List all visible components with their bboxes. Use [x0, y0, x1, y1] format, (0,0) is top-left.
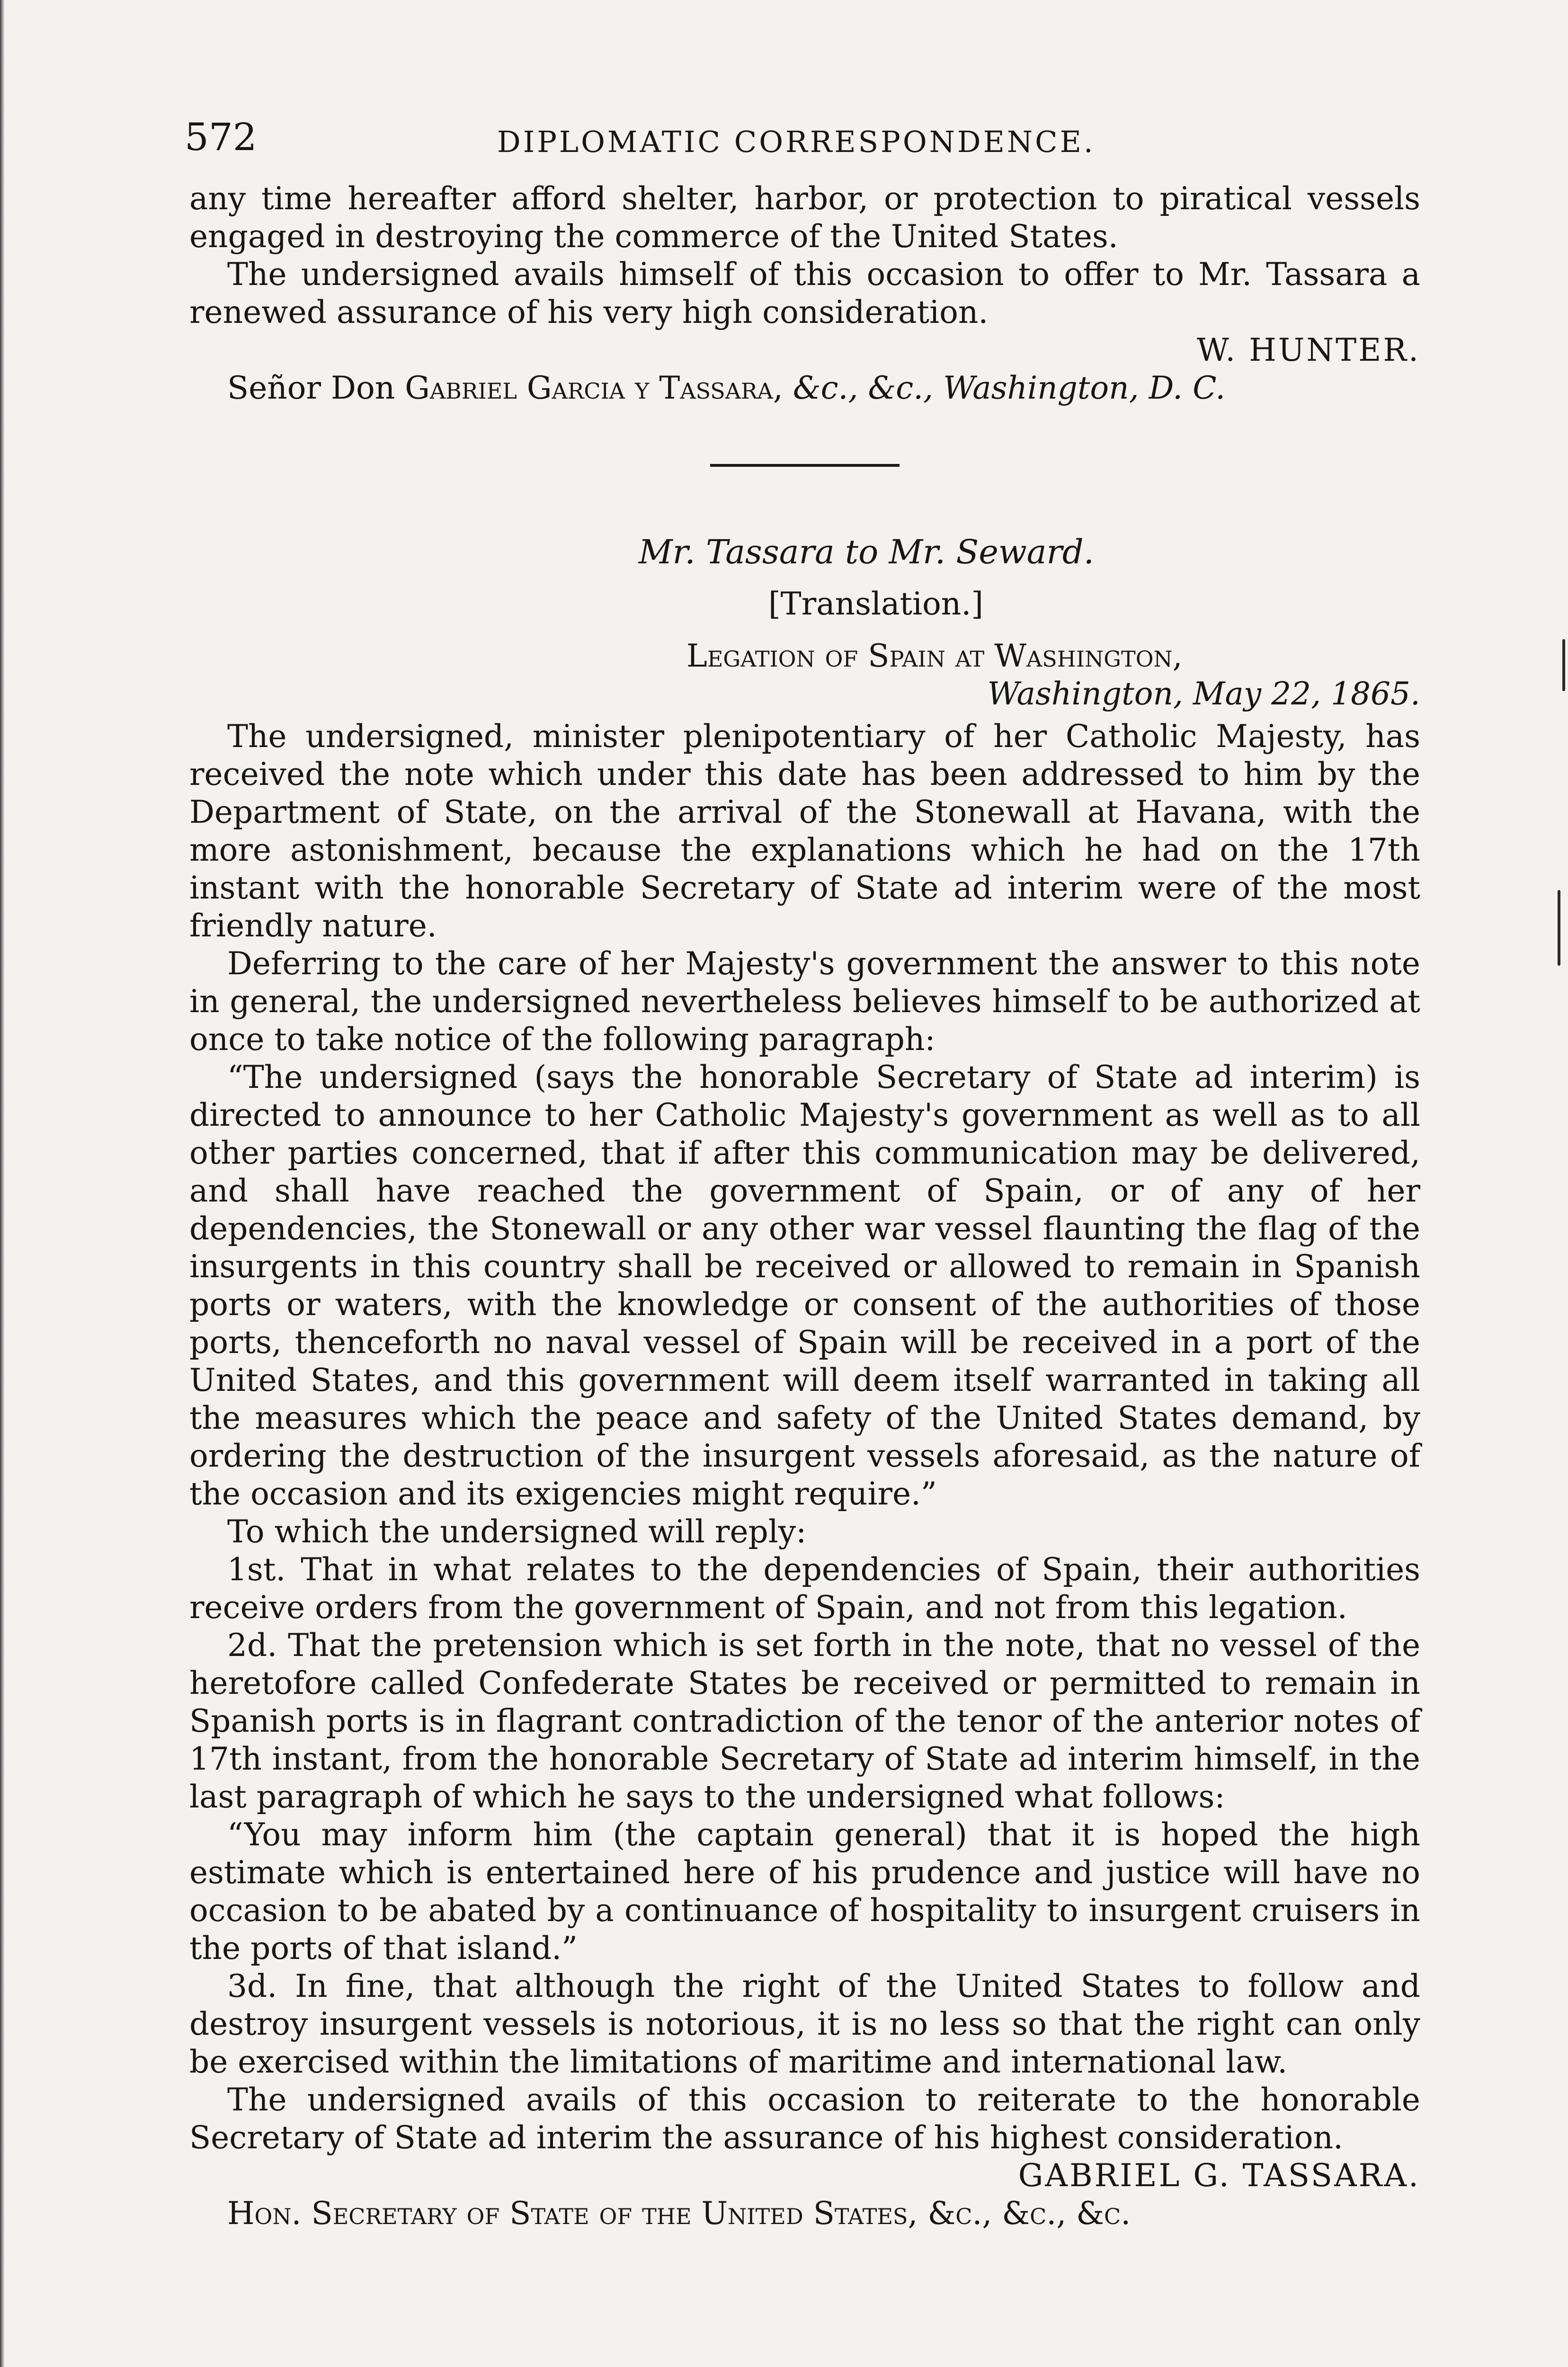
- addressee-name: Gabriel Garcia y Tassara,: [405, 370, 783, 406]
- running-head: [185, 109, 1420, 166]
- reply-point-1: 1st. That in what relates to the dependencies of Spain, their authorities receive orders from the government of Spain, and not from this legation.: [189, 1551, 1420, 1626]
- letter-paragraph-reply: To which the undersigned will reply:: [227, 1513, 807, 1550]
- letter-paragraph-2: Deferring to the care of her Majesty's government the answer to this note in general, the undersigned nevertheless believes himself to be authorized at once to take notice of the following paragraph:: [189, 945, 1420, 1058]
- quoted-instruction: “You may inform him (the captain general) that it is hoped the high estimate which is entertained here of his prudence and justice will have no occasion to be abated by a continuance of hospitality to insurgent cruisers in the ports of that island.”: [189, 1816, 1420, 1967]
- previous-letter-closing: The undersigned avails himself of this occasion to offer to Mr. Tassara a renewed assurance of his very high consideration.: [189, 256, 1420, 330]
- quoted-paragraph: “The undersigned (says the honorable Secretary of State ad interim) is directed to announce to her Catholic Majesty's government as well as to all other parties concerned, that if after this communication may be delivered, and shall have reached the government of Spain, or of any of her dependencies, the Stonewall or any other war vessel flaunting the flag of the insurgents in this country shall be received or allowed to remain in Spanish ports or waters, with the knowledge or consent of the authorities of those ports, thenceforth no naval vessel of Spain will be received in a port of the United States, and this government will deem itself warranted in taking all the measures which the peace and safety of the United States demand, by ordering the destruction of the insurgent vessels aforesaid, as the nature of the occasion and its exigencies might require.”: [189, 1059, 1420, 1512]
- page-number: 572: [185, 115, 257, 159]
- reply-point-2: 2d. That the pretension which is set forth in the note, that no vessel of the heretofore called Confederate States be received or permitted to remain in Spanish ports is in flagrant contradiction of the tenor of the anterior notes of 17th instant, from the honorable Secretary of State ad interim himself, in the last paragraph of which he says to the undersigned what follows:: [189, 1627, 1420, 1815]
- page-edge: [0, 0, 5, 2367]
- translation-note: [Translation.]: [768, 586, 984, 622]
- legation-line: Legation of Spain at Washington,: [686, 638, 1183, 674]
- previous-letter-addressee: [189, 369, 1420, 407]
- previous-letter-continuation: any time hereafter afford shelter, harbor, or protection to piratical vessels engaged in destroying the commerce of the United States.: [189, 180, 1420, 255]
- letter-paragraph-1: The undersigned, minister plenipotentiary of her Catholic Majesty, has received the note which under this date has been addressed to him by the Department of State, on the arrival of the Stonewall at Havana, with the more astonishment, because the explanations which he had on the 17th instant with the honorable Secretary of State ad interim were of the most friendly nature.: [189, 718, 1420, 944]
- running-title: DIPLOMATIC CORRESPONDENCE.: [497, 125, 1096, 159]
- section-divider: [710, 464, 900, 467]
- reply-point-3: 3d. In fine, that although the right of the United States to follow and destroy insurgent vessels is notorious, it is no less so that the right can only be exercised within the limitations of maritime and international law.: [189, 1968, 1420, 2080]
- letter-addressee: Hon. Secretary of State of the United States, &c., &c., &c.: [227, 2195, 1131, 2232]
- dateline: Washington, May 22, 1865.: [987, 676, 1420, 712]
- previous-letter-signature: W. HUNTER.: [1196, 332, 1420, 368]
- letter-closing: The undersigned avails of this occasion to reiterate to the honorable Secretary of State ad interim the assurance of his highest consideration.: [189, 2082, 1420, 2156]
- page: [185, 109, 1420, 2233]
- letter-signature: GABRIEL G. TASSARA.: [1018, 2157, 1420, 2194]
- scan-mark: [1562, 639, 1565, 691]
- scan-mark: [1558, 890, 1560, 966]
- letter-heading: Mr. Tassara to Mr. Seward.: [639, 533, 1094, 571]
- addressee-prefix: Señor Don: [227, 370, 405, 406]
- addressee-suffix: &c., &c., Washington, D. C.: [783, 370, 1226, 406]
